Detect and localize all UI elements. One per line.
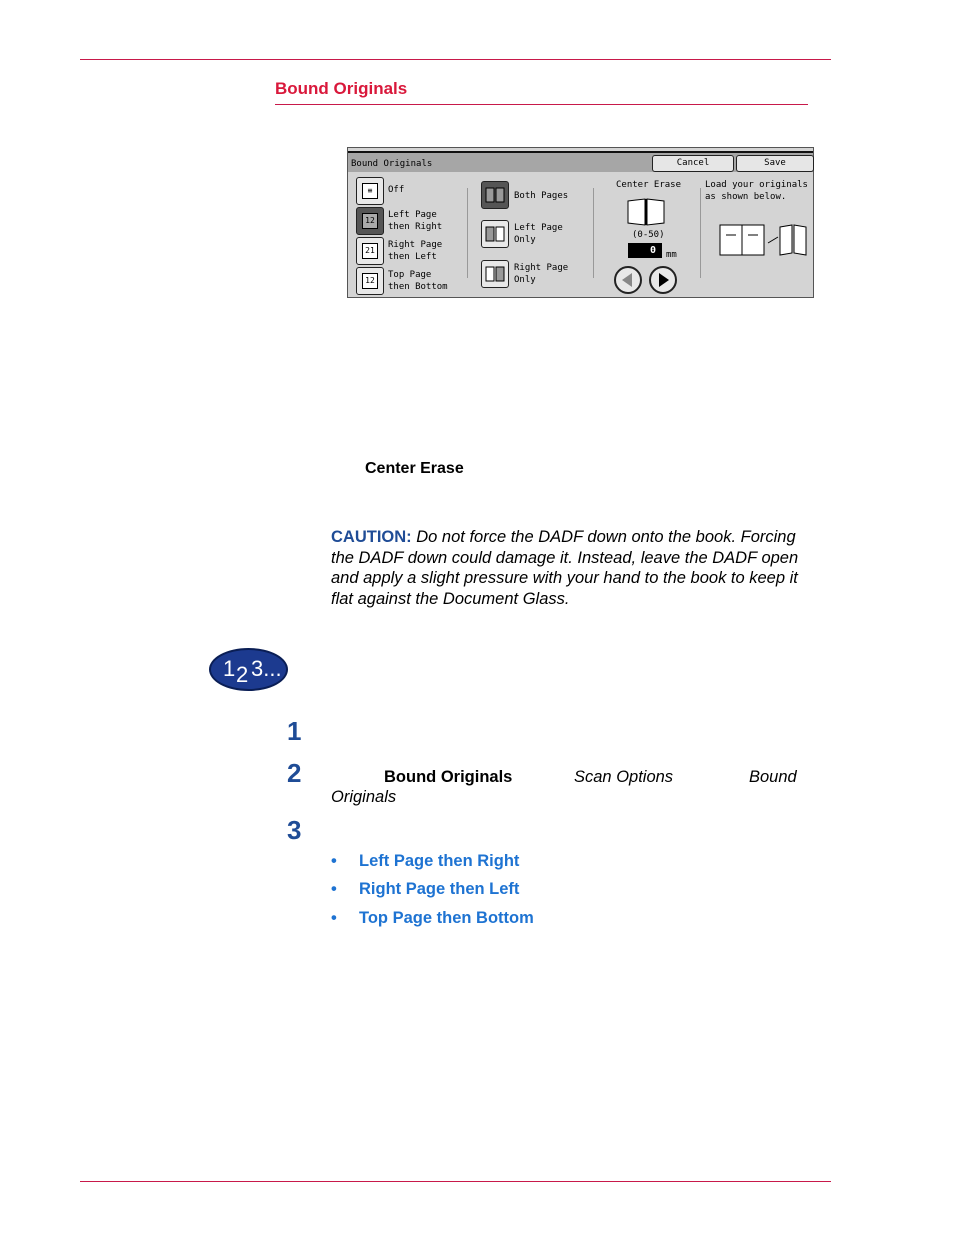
center-erase-label: Center Erase — [616, 180, 682, 190]
bullet-item: • Right Page then Left — [331, 880, 520, 898]
section-title-underline — [275, 104, 808, 105]
load-instruction: Load your originals as shown below. — [705, 180, 808, 202]
option-left-page-only-label: Left Page Only — [514, 223, 563, 245]
option-right-page-only-button[interactable] — [481, 260, 509, 288]
decrease-button[interactable] — [614, 266, 642, 294]
step-2-italic-term-2b: Originals — [331, 788, 397, 806]
panel-title: Bound Originals — [351, 159, 433, 169]
erase-value-field[interactable]: 0 — [628, 243, 662, 258]
right-left-pages-icon: 21 — [362, 243, 378, 259]
step-2-italic-term-2a: Bound — [749, 768, 797, 786]
step-2-italic-term: Scan Options — [574, 768, 674, 786]
option-left-then-right-label: Left Page then Right — [388, 210, 443, 232]
right-arrow-icon — [651, 268, 675, 292]
bullet-item: • Top Page then Bottom — [331, 909, 534, 927]
panel-header — [348, 151, 813, 172]
option-off-label: Off — [388, 185, 405, 195]
cancel-button[interactable]: Cancel — [652, 155, 734, 172]
badge-digit-3: 3... — [251, 656, 282, 681]
separator — [593, 188, 594, 278]
erase-range: (0-50) — [632, 230, 665, 240]
off-icon: ≡ — [362, 183, 378, 199]
option-top-then-bottom-button[interactable] — [356, 267, 384, 295]
badge-digit-2: 2 — [236, 662, 249, 687]
option-left-page-only-button[interactable] — [481, 220, 509, 248]
load-originals-illustration-icon — [718, 221, 810, 261]
caution-text: Do not force the DADF down onto the book. Forcing the DADF down could damage it. Instead, leave the DADF open and apply a slight pressure with your hand to the book to keep it flat against the Document Glass. — [331, 528, 799, 608]
section-title: Bound Originals — [275, 79, 408, 98]
left-right-pages-icon: 12 — [362, 213, 378, 229]
open-book-icon — [482, 221, 508, 247]
open-book-icon — [482, 182, 508, 208]
badge-digit-1: 1 — [223, 656, 236, 681]
option-left-then-right-button[interactable] — [356, 207, 384, 235]
book-spine-icon — [626, 197, 666, 227]
step-2-number: 2 — [287, 758, 302, 788]
option-both-pages-label: Both Pages — [514, 191, 569, 201]
bottom-rule — [80, 1181, 831, 1182]
separator — [467, 188, 468, 278]
caution-note — [331, 527, 821, 609]
option-right-then-left-button[interactable] — [356, 237, 384, 265]
option-off-button[interactable] — [356, 177, 384, 205]
save-button[interactable]: Save — [736, 155, 814, 172]
bound-originals-panel — [347, 147, 814, 298]
step-1-number: 1 — [287, 716, 302, 746]
center-erase-heading: Center Erase — [365, 460, 464, 477]
option-right-then-left-label: Right Page then Left — [388, 240, 443, 262]
increase-button[interactable] — [649, 266, 677, 294]
top-rule — [80, 59, 831, 60]
top-bottom-pages-icon: 12 — [362, 273, 378, 289]
option-top-then-bottom-label: Top Page then Bottom — [388, 270, 448, 292]
step-2-bold-term: Bound Originals — [384, 768, 513, 786]
option-right-page-only-label: Right Page Only — [514, 263, 569, 285]
left-arrow-icon — [616, 268, 640, 292]
option-both-pages-button[interactable] — [481, 181, 509, 209]
steps-badge-icon — [209, 648, 288, 691]
open-book-icon — [482, 261, 508, 287]
erase-unit: mm — [666, 250, 677, 260]
caution-label: CAUTION: — [331, 528, 412, 546]
separator — [700, 188, 701, 278]
bullet-item: • Left Page then Right — [331, 852, 520, 870]
step-3-number: 3 — [287, 815, 302, 845]
